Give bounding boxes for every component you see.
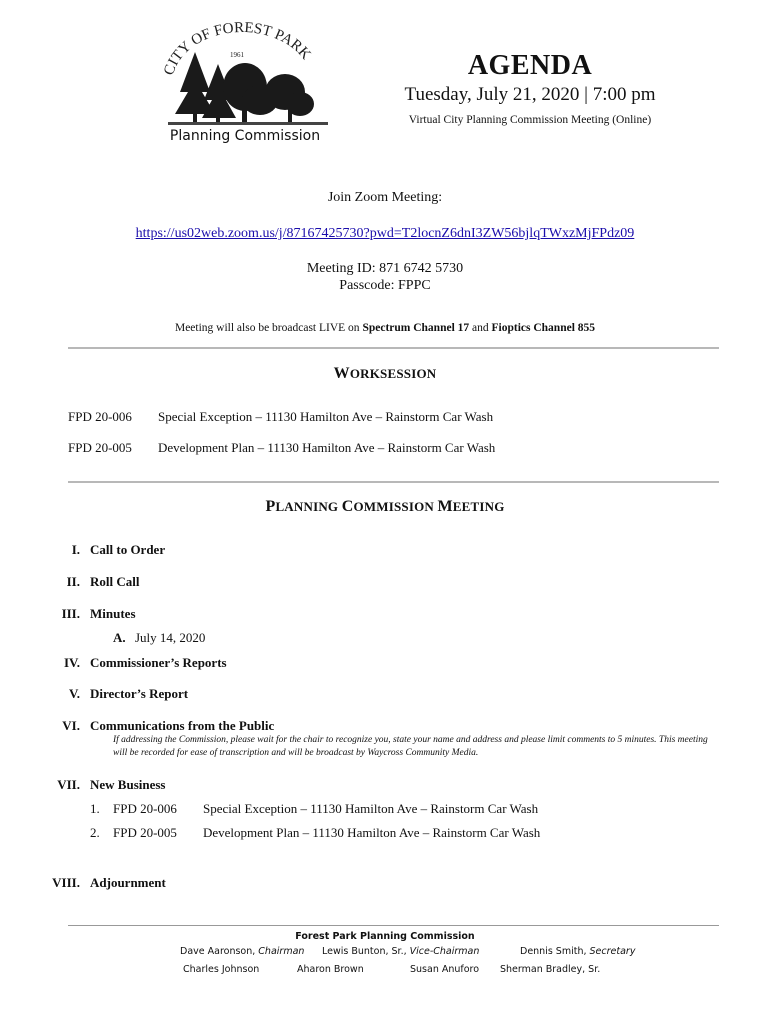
divider xyxy=(68,347,719,349)
heading-part: M xyxy=(437,498,453,515)
footer-member xyxy=(322,946,479,957)
new-business-desc: Special Exception – 11130 Hamilton Ave – Rainstorm Car Wash xyxy=(203,801,539,816)
item-number: VI. xyxy=(62,718,80,733)
meeting-date: Tuesday, July 21, 2020 | 7:00 pm xyxy=(404,84,656,105)
footer-member xyxy=(180,946,304,957)
footer-divider xyxy=(68,925,719,926)
new-business-number: 2. xyxy=(90,825,100,840)
item-number: V. xyxy=(69,686,80,701)
broadcast-channel-spectrum: Spectrum Channel 17 xyxy=(362,322,470,334)
logo-arc-text: CITY OF FOREST PARK xyxy=(161,22,314,78)
worksession-code-1: FPD 20-006 xyxy=(68,409,132,424)
new-business-code: FPD 20-006 xyxy=(113,801,177,816)
worksession-heading xyxy=(0,365,770,383)
item-number: I. xyxy=(71,542,80,557)
broadcast-channel-fioptics: Fioptics Channel 855 xyxy=(491,322,596,334)
member-name: Dennis Smith, xyxy=(520,946,590,957)
footer-member: Susan Anuforo xyxy=(410,964,480,975)
item-number: VIII. xyxy=(52,875,80,890)
heading-part: P xyxy=(265,498,276,515)
meeting-subtitle: Virtual City Planning Commission Meeting (Online) xyxy=(408,114,652,126)
minutes-sub-text: July 14, 2020 xyxy=(135,630,206,645)
worksession-desc-2: Development Plan – 11130 Hamilton Ave – Rainstorm Car Wash xyxy=(158,440,496,455)
new-business-desc: Development Plan – 11130 Hamilton Ave – Rainstorm Car Wash xyxy=(203,825,541,840)
item-number: III. xyxy=(61,606,80,621)
footer-member: Sherman Bradley, Sr. xyxy=(500,964,601,975)
member-role: Secretary xyxy=(589,946,636,957)
logo-caption: Planning Commission xyxy=(169,128,321,144)
broadcast-middle: and xyxy=(469,322,492,334)
item-label: Communications from the Public xyxy=(90,718,275,733)
heading-part: LANNING xyxy=(275,499,342,514)
broadcast-note xyxy=(0,322,770,334)
logo-year: 1961 xyxy=(230,51,244,59)
worksession-code-2: FPD 20-005 xyxy=(68,440,132,455)
item-number: IV. xyxy=(63,655,80,670)
member-name: Dave Aaronson, xyxy=(180,946,259,957)
member-name: Lewis Bunton, Sr., xyxy=(322,946,410,957)
passcode: Passcode: FPPC xyxy=(339,278,431,293)
meeting-heading xyxy=(0,498,770,516)
item-label: Adjournment xyxy=(90,875,166,890)
zoom-label: Join Zoom Meeting: xyxy=(327,190,443,205)
public-comment-note: If addressing the Commission, please wait for the chair to recognize you, state your name and address and please limit comments to 5 minutes. This meeting will be recorded for ease of transcription and will be broadcast by Waycross Community Media. xyxy=(113,735,708,758)
new-business-number: 1. xyxy=(90,801,100,816)
item-label: Commissioner’s Reports xyxy=(90,655,227,670)
member-role: Vice-Chairman xyxy=(409,946,480,957)
divider xyxy=(68,481,719,483)
new-business-code: FPD 20-005 xyxy=(113,825,177,840)
planning-commission-logo xyxy=(150,22,340,144)
item-label: Minutes xyxy=(90,606,136,621)
worksession-desc-1: Special Exception – 11130 Hamilton Ave – Rainstorm Car Wash xyxy=(158,409,494,424)
item-number: VII. xyxy=(57,777,80,792)
broadcast-prefix: Meeting will also be broadcast LIVE on xyxy=(174,322,363,334)
footer-org: Forest Park Planning Commission xyxy=(295,931,475,942)
member-role: Chairman xyxy=(258,946,305,957)
item-number: II. xyxy=(66,574,80,589)
agenda-title: AGENDA xyxy=(467,50,593,81)
worksession-heading-initial: W xyxy=(333,365,350,382)
heading-part: OMMISSION xyxy=(353,499,438,514)
footer-member: Charles Johnson xyxy=(183,964,260,975)
zoom-link[interactable]: https://us02web.zoom.us/j/87167425730?pwd=T2locnZ6dnI3ZW56bjlqTWxzMjFPdz09 xyxy=(135,226,635,241)
footer-member xyxy=(520,946,635,957)
item-label: Director’s Report xyxy=(90,686,189,701)
meeting-id: Meeting ID: 871 6742 5730 xyxy=(306,261,464,276)
item-label: Call to Order xyxy=(90,542,166,557)
item-label: Roll Call xyxy=(90,574,140,589)
minutes-sub-letter: A. xyxy=(113,630,126,645)
worksession-heading-rest: ORKSESSION xyxy=(349,366,437,381)
heading-part: EETING xyxy=(452,499,505,514)
trees-icon xyxy=(168,52,328,125)
item-label: New Business xyxy=(90,777,166,792)
footer-member: Aharon Brown xyxy=(297,964,364,975)
heading-part: C xyxy=(341,498,354,515)
